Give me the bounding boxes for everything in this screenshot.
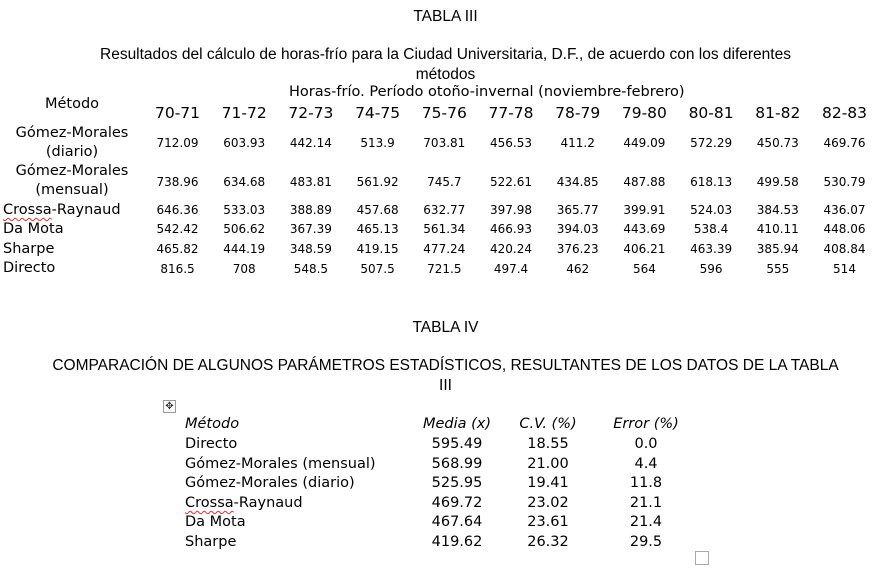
period-header: Horas-frío. Período otoño-invernal (noviembre-febrero) bbox=[289, 84, 685, 100]
year-header: 75-76 bbox=[421, 104, 467, 122]
table-cell: 618.13 bbox=[690, 175, 733, 189]
table4-caption: COMPARACIÓN DE ALGUNOS PARÁMETROS ESTADÍSTICOS, RESULTANTES DE LOS DATOS DE LA TABLA bbox=[52, 357, 839, 374]
year-header: 70-71 bbox=[154, 104, 201, 122]
year-header: 81-82 bbox=[755, 104, 801, 122]
table-cell: 419.15 bbox=[356, 242, 399, 256]
table-cell: 572.29 bbox=[690, 136, 733, 150]
table-cell: 21.00 bbox=[527, 455, 569, 472]
method-label: Directo bbox=[185, 436, 238, 452]
method-label: Gómez-Morales (mensual) bbox=[185, 455, 376, 472]
table-cell: 513.9 bbox=[360, 136, 395, 150]
table-cell: 497.4 bbox=[493, 262, 529, 276]
year-header: 82-83 bbox=[821, 104, 868, 122]
spelling-underline: Crossa bbox=[3, 202, 52, 218]
table-cell: 507.5 bbox=[360, 262, 395, 276]
table-cell: 514 bbox=[833, 262, 856, 276]
table-cell: 477.24 bbox=[423, 242, 466, 256]
table-cell: 0.0 bbox=[634, 436, 658, 452]
table-cell: 26.32 bbox=[527, 534, 569, 550]
method-label: (mensual) bbox=[35, 182, 109, 198]
table-cell: 538.4 bbox=[693, 222, 729, 236]
method-label: Gómez-Morales bbox=[15, 163, 129, 179]
table-cell: 457.68 bbox=[356, 203, 399, 217]
table-cell: 708 bbox=[232, 262, 256, 276]
table-cell: 466.93 bbox=[490, 222, 532, 236]
table-cell: 469.72 bbox=[431, 494, 483, 511]
table-cell: 632.77 bbox=[423, 203, 466, 217]
method-label: Sharpe bbox=[185, 534, 237, 550]
table-cell: 456.53 bbox=[490, 136, 532, 150]
table-cell: 703.81 bbox=[423, 136, 466, 150]
table-cell: 420.24 bbox=[490, 242, 532, 256]
table-cell: 564 bbox=[632, 262, 656, 276]
table-cell: 542.42 bbox=[156, 222, 199, 236]
table-resize-handle[interactable] bbox=[695, 551, 709, 565]
year-header: 79-80 bbox=[621, 104, 667, 122]
table-cell: 469.76 bbox=[823, 136, 866, 150]
method-label: Da Mota bbox=[185, 514, 246, 531]
table-cell: 385.94 bbox=[756, 242, 799, 256]
table-cell: 21.1 bbox=[629, 494, 663, 511]
table-cell: 506.62 bbox=[223, 222, 266, 236]
table-cell: 449.09 bbox=[623, 136, 666, 150]
table-cell: 462 bbox=[566, 262, 590, 276]
table-cell: 522.61 bbox=[490, 175, 532, 189]
table3-title: TABLA III bbox=[413, 8, 478, 25]
table-cell: 568.99 bbox=[431, 455, 483, 472]
method-label: Gómez-Morales (diario) bbox=[185, 475, 355, 492]
table-cell: 603.93 bbox=[223, 136, 266, 150]
method-label: Directo bbox=[3, 260, 56, 276]
table-cell: 595.49 bbox=[431, 436, 483, 452]
table-cell: 21.4 bbox=[629, 514, 663, 531]
table-cell: 548.5 bbox=[293, 262, 329, 276]
table-cell: 646.36 bbox=[156, 203, 199, 217]
table-cell: 596 bbox=[699, 262, 723, 276]
table-cell: 434.85 bbox=[556, 175, 599, 189]
year-header: 80-81 bbox=[688, 104, 734, 122]
method-label: Da Mota bbox=[3, 221, 64, 237]
table-cell: 483.81 bbox=[289, 175, 332, 189]
table-cell: 376.23 bbox=[556, 242, 599, 256]
method-label: Gómez-Morales bbox=[15, 125, 129, 141]
method-header: Método bbox=[44, 96, 100, 112]
table-cell: 406.21 bbox=[623, 242, 666, 256]
table3-caption-cont: métodos bbox=[415, 66, 476, 83]
table-cell: 394.03 bbox=[556, 222, 599, 236]
table-cell: 465.13 bbox=[356, 222, 399, 236]
table-cell: 23.02 bbox=[527, 494, 569, 511]
table4-caption-cont: III bbox=[439, 377, 452, 394]
table-cell: 463.39 bbox=[690, 242, 733, 256]
table-cell: 411.2 bbox=[560, 136, 595, 150]
spelling-underline: Crossa bbox=[185, 494, 234, 511]
table-cell: 436.07 bbox=[823, 203, 866, 217]
table-cell: 745.7 bbox=[427, 175, 462, 189]
table-move-handle-icon[interactable]: ✥ bbox=[163, 400, 176, 413]
table-cell: 365.77 bbox=[556, 203, 599, 217]
table-cell: 23.61 bbox=[527, 514, 569, 531]
table-cell: 388.89 bbox=[289, 203, 332, 217]
table-cell: 467.64 bbox=[431, 514, 483, 531]
table-cell: 530.79 bbox=[823, 175, 866, 189]
table-cell: 408.84 bbox=[823, 242, 866, 256]
table-cell: 443.69 bbox=[623, 222, 666, 236]
table-cell: 450.73 bbox=[756, 136, 799, 150]
table-cell: 448.06 bbox=[823, 222, 866, 236]
column-header: Método bbox=[185, 416, 240, 432]
table-cell: 555 bbox=[766, 262, 790, 276]
table-cell: 29.5 bbox=[629, 534, 663, 550]
table-cell: 19.41 bbox=[527, 475, 569, 492]
method-label: Crossa-Raynaud bbox=[185, 494, 303, 511]
year-header: 71-72 bbox=[221, 104, 267, 122]
table-cell: 367.39 bbox=[289, 222, 332, 236]
method-label: Crossa-Raynaud bbox=[3, 202, 121, 218]
method-label: (diario) bbox=[45, 144, 99, 160]
table-cell: 465.82 bbox=[156, 242, 199, 256]
table4-title: TABLA IV bbox=[412, 319, 479, 336]
year-header: 74-75 bbox=[355, 104, 401, 122]
table3-caption: Resultados del cálculo de horas-frío para la Ciudad Universitaria, D.F., de acuerdo con los diferentes bbox=[100, 46, 791, 63]
table-cell: 561.34 bbox=[423, 222, 466, 236]
table-cell: 561.92 bbox=[356, 175, 399, 189]
table-cell: 442.14 bbox=[289, 136, 332, 150]
table-cell: 499.58 bbox=[756, 175, 799, 189]
table-cell: 399.91 bbox=[623, 203, 666, 217]
table-cell: 738.96 bbox=[156, 175, 199, 189]
table-cell: 524.03 bbox=[690, 203, 733, 217]
table-cell: 18.55 bbox=[527, 436, 569, 452]
table-cell: 444.19 bbox=[223, 242, 266, 256]
method-label: Sharpe bbox=[3, 241, 55, 257]
table-cell: 634.68 bbox=[223, 175, 266, 189]
year-header: 72-73 bbox=[288, 104, 334, 122]
table-cell: 525.95 bbox=[431, 475, 483, 492]
table-cell: 11.8 bbox=[629, 475, 663, 492]
table-cell: 410.11 bbox=[756, 222, 799, 236]
column-header: Error (%) bbox=[613, 416, 679, 432]
year-header: 78-79 bbox=[555, 104, 601, 122]
column-header: C.V. (%) bbox=[519, 416, 577, 432]
table-cell: 712.09 bbox=[156, 136, 199, 150]
table-cell: 348.59 bbox=[289, 242, 332, 256]
table-cell: 4.4 bbox=[634, 455, 658, 472]
table-cell: 384.53 bbox=[756, 203, 799, 217]
table-cell: 721.5 bbox=[427, 262, 462, 276]
table-cell: 487.88 bbox=[623, 175, 666, 189]
table-cell: 397.98 bbox=[490, 203, 532, 217]
table-cell: 816.5 bbox=[160, 262, 195, 276]
table-cell: 533.03 bbox=[223, 203, 266, 217]
table-cell: 419.62 bbox=[431, 534, 483, 550]
year-header: 77-78 bbox=[488, 104, 534, 122]
column-header: Media (x) bbox=[422, 416, 492, 432]
